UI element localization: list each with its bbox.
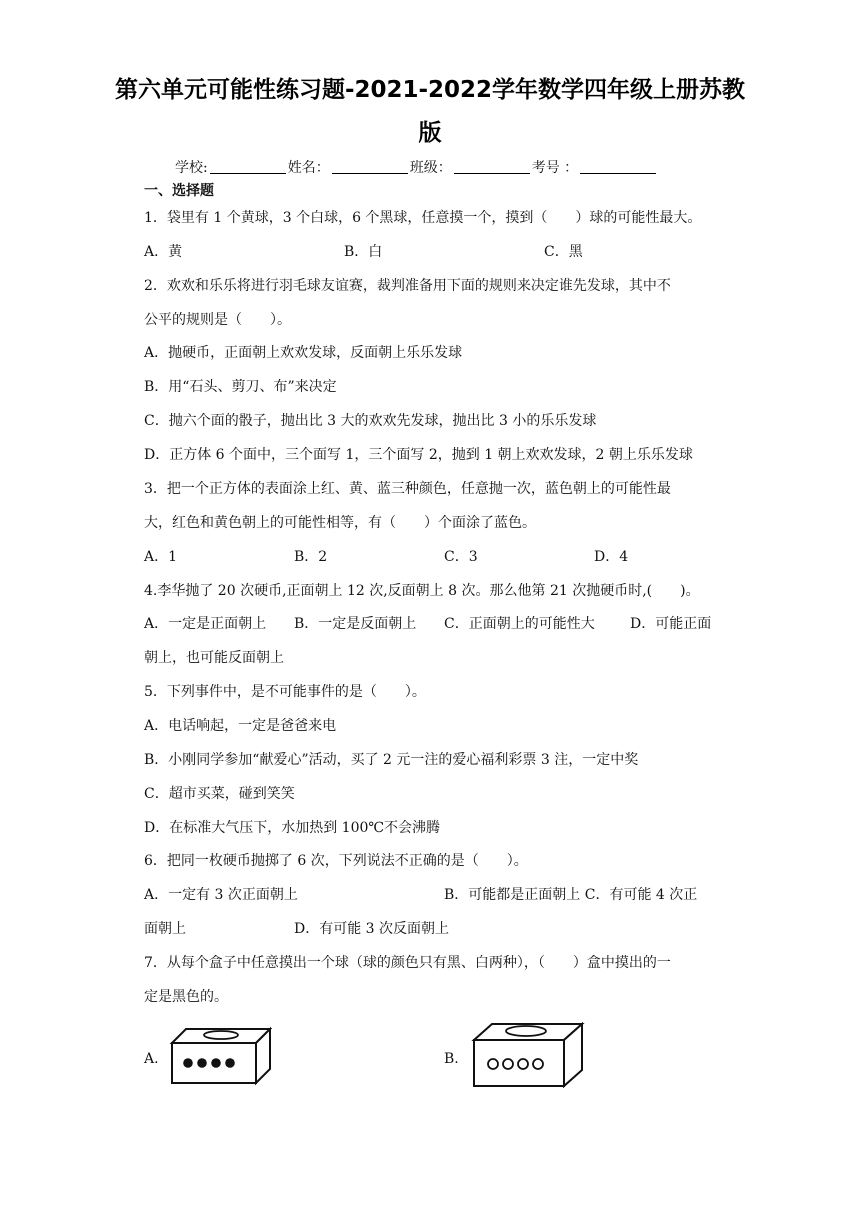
q6-option-a: A．一定有 3 次正面朝上 [144,887,298,903]
q2-option-a: A．抛硬币，正面朝上欢欢发球，反面朝上乐乐发球 [144,345,463,361]
class-label: 班级： [409,160,452,176]
q6-option-b-c: B．可能都是正面朝上 C．有可能 4 次正 [444,887,698,903]
q5-option-c: C．超市买菜，碰到笑笑 [144,786,295,802]
name-blank[interactable] [332,159,408,174]
question-7-stem-continued: 定是黑色的。 [144,989,228,1005]
q3-option-c: C．3 [444,549,478,565]
question-7-stem: 7．从每个盒子中任意摸出一个球（球的颜色只有黑、白两种），（ ）盒中摸出的一 [144,955,671,971]
q4-option-c: C．正面朝上的可能性大 [444,616,595,632]
exam-no-blank[interactable] [580,159,656,174]
question-4-stem: 4.李华抛了 20 次硬币,正面朝上 12 次,反面朝上 8 次。那么他第 21 次抛硬币时,( )。 [144,583,700,599]
page-title: 第六单元可能性练习题-2021-2022学年数学四年级上册苏教 [114,77,746,103]
q3-option-d: D．4 [594,549,629,565]
q7-option-a-label: A. [144,1051,159,1067]
student-info-line [175,157,658,177]
q7-box-b-white-balls [470,1020,586,1090]
school-blank[interactable] [210,159,286,174]
q7-option-b-label: B. [444,1051,459,1067]
q2-option-d: D．正方体 6 个面中，三个面写 1，三个面写 2，抛到 1 朝上欢欢发球，2 朝上乐乐发球 [144,447,693,463]
q2-option-c: C．抛六个面的骰子，抛出比 3 大的欢欢先发球，抛出比 3 小的乐乐发球 [144,413,597,429]
school-label: 学校: [175,160,208,176]
q6-option-c-continued: 面朝上 [144,921,186,937]
q5-option-d: D．在标准大气压下，水加热到 100℃不会沸腾 [144,820,441,836]
q1-option-a: A．黄 [144,244,183,260]
q4-option-b: B．一定是反面朝上 [294,616,417,632]
question-3-stem: 3．把一个正方体的表面涂上红、黄、蓝三种颜色，任意抛一次，蓝色朝上的可能性最 [144,481,671,497]
q6-option-d: D．有可能 3 次反面朝上 [294,921,450,937]
page-title-continued: 版 [418,120,442,146]
q1-option-b: B．白 [344,244,383,260]
q1-option-c: C．黑 [544,244,583,260]
question-6-stem: 6．把同一枚硬币抛掷了 6 次，下列说法不正确的是（ ）。 [144,853,528,869]
name-label: 姓名： [287,160,330,176]
question-2-stem: 2．欢欢和乐乐将进行羽毛球友谊赛，裁判准备用下面的规则来决定谁先发球，其中不 [144,278,671,294]
q2-option-b: B．用“石头、剪刀、布”来决定 [144,379,337,395]
question-2-stem-continued: 公平的规则是（ ）。 [144,312,291,328]
q3-option-b: B．2 [294,549,328,565]
question-3-stem-continued: 大，红色和黄色朝上的可能性相等，有（ ）个面涂了蓝色。 [144,515,536,531]
q4-option-d: D．可能正面 [630,616,712,632]
section-heading: 一、选择题 [144,183,214,199]
q5-option-a: A．电话响起，一定是爸爸来电 [144,718,337,734]
question-5-stem: 5．下列事件中，是不可能事件的是（ ）。 [144,684,426,700]
q4-option-a: A．一定是正面朝上 [144,616,267,632]
q5-option-b: B．小刚同学参加“献爱心”活动，买了 2 元一注的爱心福利彩票 3 注，一定中奖 [144,752,639,768]
class-blank[interactable] [454,159,530,174]
q3-option-a: A．1 [144,549,178,565]
exam-no-label: 考号 ： [531,160,579,176]
question-1-stem: 1．袋里有 1 个黄球，3 个白球，6 个黑球，任意摸一个，摸到（ ）球的可能性最大。 [144,210,702,226]
q7-box-a-black-balls [168,1025,272,1087]
q4-option-d-continued: 朝上，也可能反面朝上 [144,650,284,666]
